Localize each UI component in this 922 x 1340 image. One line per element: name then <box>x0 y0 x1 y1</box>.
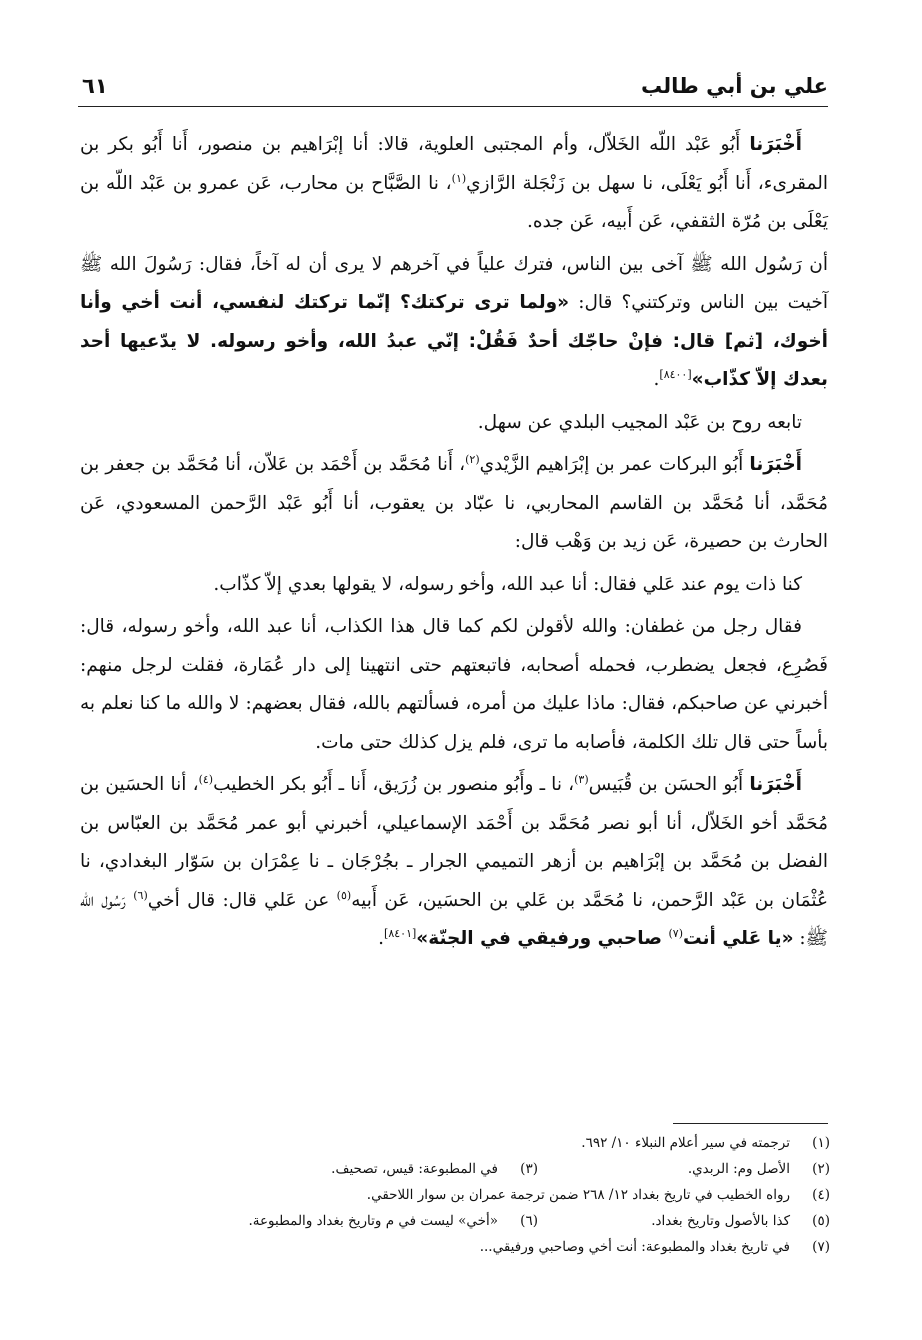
footnote-text: كذا بالأصول وتاريخ بغداد. <box>651 1213 790 1229</box>
footnote-text: في المطبوعة: قيس، تصحيف. <box>331 1161 498 1177</box>
footnote-2 <box>538 1156 830 1182</box>
paragraph-text: رَسُول الله ﷺ: <box>80 889 828 949</box>
footnote-number: (١) <box>812 1135 830 1151</box>
paragraph-4 <box>80 446 828 562</box>
paragraph-text: أَبُو عَبْد اللّه الخَلاّل، وأم المجتبى العلوية، قالا: أنا إبْرَاهيم بن منصور، أَنا أَبُو بكر بن المقرىء، أَنا أَبُو يَعْلَى، نا سهل بن زَنْجَلة الرَّازي <box>80 134 828 194</box>
footnote-ref: (٣) <box>574 772 589 786</box>
footnote-ref: (٢) <box>465 452 480 466</box>
paragraph-text: كنا ذات يوم عند عَلي فقال: أنا عبد الله، وأخو رسوله، لا يقولها بعدي إلاّ كذّاب. <box>213 573 802 595</box>
footnote-number: (٧) <box>812 1239 830 1255</box>
paragraph-text: ، نا الصَّبَّاح بن محارب، عَن عمرو بن عَبْد اللّه بن يَعْلَى بن مُرّة الثقفي، عَن أَبيه، عَن جده. <box>80 172 828 232</box>
footnote-ref: (٦) <box>133 888 148 902</box>
footnote-3 <box>278 1156 538 1182</box>
hadith-text: «يا عَلي أنت <box>683 928 794 949</box>
isnad-lead: أَخْبَرَنا <box>749 774 802 795</box>
footnote-number: (٤) <box>812 1187 830 1203</box>
hadith-text: صاحبي ورفيقي في الجنّة» <box>416 928 669 949</box>
footnote-1 <box>110 1130 830 1156</box>
footnote-row-2-3 <box>110 1156 830 1182</box>
isnad-lead: أَخْبَرَنا <box>749 134 802 155</box>
footnote-6 <box>178 1208 538 1234</box>
paragraph-3 <box>80 404 828 443</box>
paragraph-text: أَبُو الحسَن بن قُبَيس <box>588 774 750 795</box>
running-title: علي بن أبي طالب <box>641 74 828 98</box>
isnad-lead: أَخْبَرَنا <box>749 454 803 475</box>
paragraph-6 <box>80 608 828 762</box>
footnote-rule <box>673 1123 828 1124</box>
footnote-5 <box>538 1208 830 1234</box>
paragraph-text: أن رَسُول الله ﷺ آخى بين الناس، فترك علياً في آخرهم لا يرى أن له آخاً، فقال: رَسُولَ الله ﷺ آخيت بين الناس وتركتني؟ قال: <box>80 253 828 313</box>
footnote-text: «أخي» ليست في م وتاريخ بغداد والمطبوعة. <box>248 1213 498 1229</box>
footnote-row-5-6 <box>110 1208 830 1234</box>
header-rule <box>78 106 828 107</box>
paragraph-text: . <box>378 928 385 949</box>
footnote-ref: (٧) <box>668 926 684 940</box>
hadith-number: [٨٤٠١] <box>384 926 417 940</box>
footnote-number: (٦) <box>520 1213 538 1229</box>
footnote-text: في تاريخ بغداد والمطبوعة: أنت أخي وصاحبي ورفيقي... <box>479 1239 790 1255</box>
paragraph-text: تابعه روح بن عَبْد المجيب البلدي عن سهل. <box>477 411 802 433</box>
paragraph-2 <box>80 246 828 400</box>
paragraph-text: ، أنا الحسَين بن مُحَمَّد أخو الخَلاّل، أنا أبو نصر مُحَمَّد بن أَحْمَد الإسماعيلي، أخبرني أبو عمر مُحَمَّد بن العبّاس بن الفضل بن مُحَمَّد بن إبْرَاهيم بن أزهر التميمي الجرار ـ بجُرْجَان ـ نا عِمْرَان بن سَوّار البغدادي، نا عُثْمَان بن عَبْد الرَّحمن، نا مُحَمَّد بن عَلي بن الحسَين، عَن أَبيه <box>80 774 828 911</box>
paragraph-text: أَبُو البركات عمر بن إبْرَاهيم الزَّيْدي <box>479 454 750 475</box>
hadith-number: [٨٤٠٠] <box>659 367 692 381</box>
footnote-ref: (٥) <box>336 888 352 902</box>
footnote-number: (٢) <box>812 1161 830 1177</box>
paragraph-text: ، نا ـ وأَبُو منصور بن زُرَيق، أَنا ـ أَبُو بكر الخطيب <box>213 774 575 795</box>
paragraph-text: عن عَلي قال: قال أخي <box>147 889 337 911</box>
footnote-ref: (١) <box>451 171 467 185</box>
footnote-4 <box>110 1182 830 1208</box>
paragraph-text: ، أَنا مُحَمَّد بن أَحْمَد بن عَلاّن، أنا مُحَمَّد بن جعفر بن مُحَمَّد، أنا مُحَمَّد بن القاسم المحاربي، نا عبّاد بن يعقوب، أنا أَبُو عَبْد الرَّحمن المسعودي، عَن الحارث بن حصيرة، عَن زيد بن وَهْب قال: <box>80 454 828 552</box>
footnote-text: الأصل وم: الربدي. <box>687 1161 790 1177</box>
paragraph-5 <box>80 566 828 605</box>
footnote-number: (٥) <box>812 1213 830 1229</box>
paragraph-text: فقال رجل من غطفان: والله لأقولن لكم كما قال هذا الكذاب، أنا عبد الله، وأخو رسوله، قال: فَصُرِع، فجعل يضطرب، فحمله أصحابه، فاتبعتهم حتى انتهينا إلى دار عُمَارة، فقلت لرجل منهم: أخبرني عن صاحبكم، فقال: ماذا عليك من أمره، فسألتهم بالله، فقال بعضهم: لا والله ما كنا نعلم به بأساً حتى قال تلك الكلمة، فأصابه ما ترى، فلم يزل كذلك حتى مات. <box>80 616 828 753</box>
main-text <box>80 126 828 963</box>
page-header <box>78 68 828 108</box>
hadith-text: «ولما ترى تركتك؟ إنّما تركتك لنفسي، أنت أخي وأنا أخوك، [ثم] قال: فإنْ حاجّك أحدٌ فَقُلْ: إنّي عبدُ الله، وأخو رسوله. لا يدّعيها أحد بعدك إلاّ كذّاب» <box>80 292 828 390</box>
footnote-number: (٣) <box>520 1161 538 1177</box>
footnote-text: رواه الخطيب في تاريخ بغداد ١٢/ ٢٦٨ ضمن ترجمة عمران بن سوار اللاحقي. <box>366 1187 790 1203</box>
paragraph-7 <box>80 766 828 959</box>
page-number: ٦١ <box>82 74 108 98</box>
footnotes <box>110 1130 830 1260</box>
footnote-text: ترجمته في سير أعلام النبلاء ١٠/ ٦٩٢. <box>581 1135 790 1151</box>
footnote-7 <box>110 1234 830 1260</box>
paragraph-text: . <box>653 369 660 390</box>
footnote-ref: (٤) <box>198 772 214 786</box>
paragraph-1 <box>80 126 828 242</box>
